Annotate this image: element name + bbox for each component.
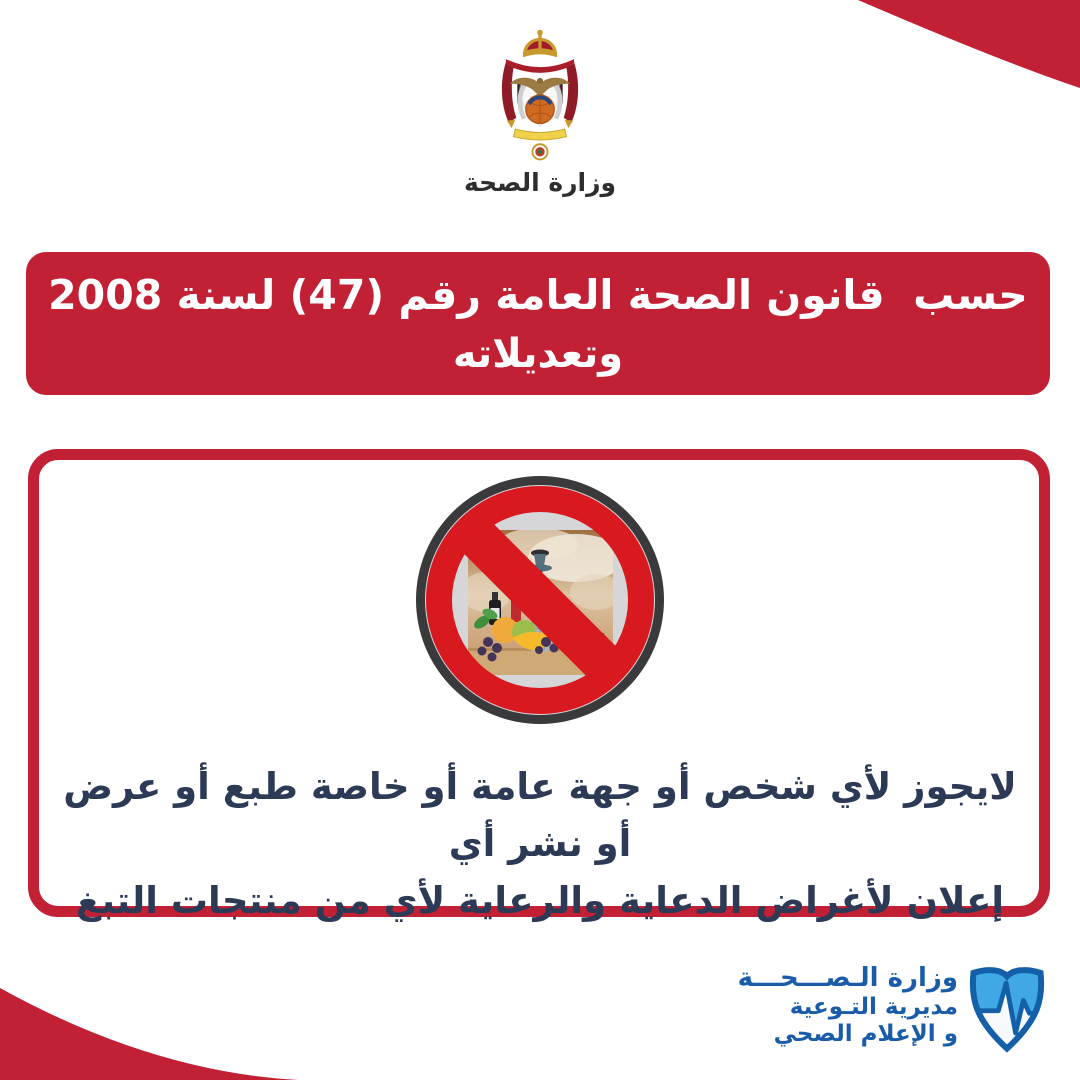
no-tobacco-advertising-sign-icon <box>414 474 666 726</box>
law-banner <box>26 252 1050 395</box>
regulation-text <box>60 758 1020 929</box>
footer-ministry-name: وزارة الـصـــحـــة <box>737 963 958 993</box>
ministry-calligraphy-text: وزارة الصحة <box>463 168 617 197</box>
law-banner-line-2: وتعديلاته <box>452 330 624 377</box>
regulation-text-line-1: لايجوز لأي شخص أو جهة عامة أو خاصة طبع أو عرض أو نشر أي <box>63 765 1017 865</box>
jordan-coat-of-arms-icon <box>479 26 601 166</box>
footer-media-line: و الإعلام الصحي <box>773 1021 958 1047</box>
footer-directorate-text <box>738 963 958 1048</box>
law-banner-line-1: حسب قانون الصحة العامة رقم (47) لسنة 2008 <box>48 270 1028 319</box>
regulation-text-line-2: إعلان لأغراض الدعاية والرعاية لأي من منتجات التبغ <box>75 879 1005 922</box>
footer-directorate-line: مديرية التـوعية <box>789 994 958 1020</box>
moh-shield-pulse-logo-icon <box>964 956 1050 1062</box>
corner-accent-bottom-left <box>0 986 298 1080</box>
corner-accent-top-right <box>852 0 1080 92</box>
